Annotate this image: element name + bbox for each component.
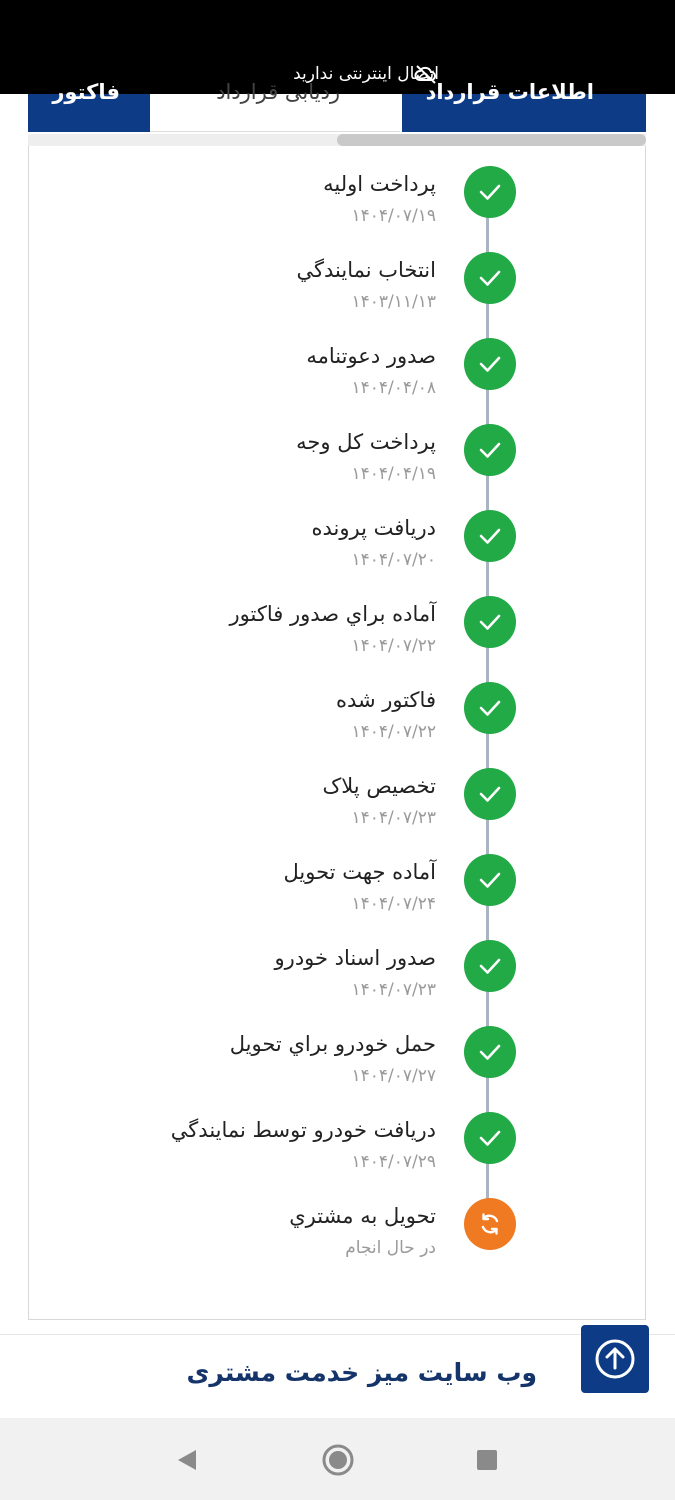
check-icon (476, 694, 504, 722)
timeline-step (28, 1026, 548, 1112)
footer-divider (0, 1334, 675, 1335)
timeline-step (28, 854, 548, 940)
sync-icon (476, 1210, 504, 1238)
completed-status-icon (464, 424, 516, 476)
step-title: پرداخت کل وجه (296, 430, 436, 454)
step-title: انتخاب نمايندگي (296, 258, 436, 282)
timeline-step (28, 768, 548, 854)
check-icon (476, 1038, 504, 1066)
step-date: ۱۴۰۴/۰۷/۲۲ (351, 722, 436, 742)
step-title: صدور اسناد خودرو (274, 946, 436, 970)
completed-status-icon (464, 338, 516, 390)
tab-contract-info-label: اطلاعات قرارداد (425, 80, 594, 104)
timeline-step (28, 252, 548, 338)
tab-contract-tracking-label: ردیابی قرارداد (216, 80, 340, 104)
completed-status-icon (464, 854, 516, 906)
step-title: آماده براي صدور فاکتور (229, 602, 436, 626)
check-icon (476, 952, 504, 980)
step-date: ۱۴۰۴/۰۷/۲۰ (351, 550, 436, 570)
check-icon (476, 780, 504, 808)
step-title: تخصيص پلاک (322, 774, 436, 798)
step-title: دريافت خودرو توسط نمايندگي (170, 1118, 436, 1142)
completed-status-icon (464, 510, 516, 562)
step-date: ۱۴۰۴/۰۷/۲۳ (351, 980, 436, 1000)
tab-invoice[interactable] (28, 80, 150, 132)
in-progress-status-icon (464, 1198, 516, 1250)
timeline-step (28, 424, 548, 510)
step-title: حمل خودرو براي تحويل (229, 1032, 436, 1056)
step-date: ۱۴۰۴/۰۴/۱۹ (351, 464, 436, 484)
home-icon[interactable] (322, 1444, 354, 1476)
timeline-step (28, 510, 548, 596)
timeline-step (28, 1198, 548, 1284)
arrow-up-circle-icon (593, 1337, 637, 1381)
check-icon (476, 350, 504, 378)
completed-status-icon (464, 596, 516, 648)
back-icon[interactable] (177, 1449, 197, 1471)
step-title: فاکتور شده (335, 688, 436, 712)
step-status: در حال انجام (345, 1238, 436, 1258)
step-title: تحويل به مشتري (289, 1204, 436, 1228)
tab-invoice-label: فاکتور (52, 80, 120, 104)
check-icon (476, 522, 504, 550)
scroll-to-top-button[interactable] (581, 1325, 649, 1393)
step-title: پرداخت اوليه (323, 172, 436, 196)
step-date: ۱۴۰۴/۰۷/۲۴ (351, 894, 436, 914)
step-title: دريافت پرونده (311, 516, 436, 540)
completed-status-icon (464, 166, 516, 218)
tab-contract-tracking[interactable] (150, 80, 400, 132)
step-date: ۱۴۰۴/۰۷/۲۲ (351, 636, 436, 656)
check-icon (476, 178, 504, 206)
completed-status-icon (464, 1026, 516, 1078)
step-date: ۱۴۰۴/۰۷/۱۹ (351, 206, 436, 226)
recents-icon[interactable] (477, 1450, 497, 1470)
completed-status-icon (464, 940, 516, 992)
completed-status-icon (464, 1112, 516, 1164)
check-icon (476, 608, 504, 636)
customer-service-website-link[interactable]: وب سایت میز خدمت مشتری (186, 1358, 537, 1387)
step-date: ۱۴۰۳/۱۱/۱۳ (351, 292, 436, 312)
offline-message: اتصال اینترنتی ندارید (293, 64, 439, 84)
tab-bar (28, 80, 646, 132)
tab-contract-info[interactable] (400, 80, 646, 132)
check-icon (476, 866, 504, 894)
step-date: ۱۴۰۴/۰۷/۲۳ (351, 808, 436, 828)
tabs-scrollbar-thumb[interactable] (337, 134, 646, 146)
step-date: ۱۴۰۴/۰۷/۲۷ (351, 1066, 436, 1086)
completed-status-icon (464, 768, 516, 820)
timeline-step (28, 166, 548, 252)
check-icon (476, 1124, 504, 1152)
check-icon (476, 264, 504, 292)
step-date: ۱۴۰۴/۰۴/۰۸ (351, 378, 436, 398)
check-icon (476, 436, 504, 464)
step-title: آماده جهت تحويل (283, 860, 436, 884)
step-date: ۱۴۰۴/۰۷/۲۹ (351, 1152, 436, 1172)
timeline-step (28, 682, 548, 768)
timeline-step (28, 596, 548, 682)
timeline-step (28, 1112, 548, 1198)
timeline-step (28, 940, 548, 1026)
completed-status-icon (464, 252, 516, 304)
step-title: صدور دعوتنامه (306, 344, 436, 368)
completed-status-icon (464, 682, 516, 734)
timeline-step (28, 338, 548, 424)
